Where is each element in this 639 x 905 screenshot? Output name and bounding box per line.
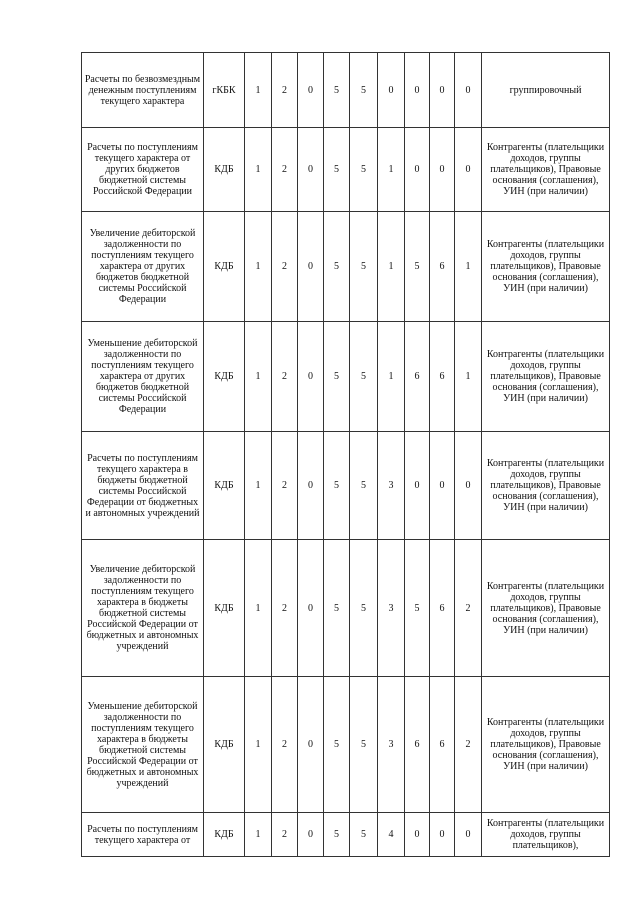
digit-cell: 0 xyxy=(298,212,324,322)
digit-cell: 0 xyxy=(455,432,482,540)
account-name-cell: Уменьшение дебиторской задолженности по поступлениям текущего характера в бюджеты бюджетной системы Российской Федерации от бюджетных и автономных учреждений xyxy=(82,677,204,813)
digit-cell: 2 xyxy=(272,432,298,540)
digit-cell: 1 xyxy=(245,813,272,857)
analytics-cell: Контрагенты (плательщики доходов, группы плательщиков), Правовые основания (соглашения), УИН (при наличии) xyxy=(482,322,610,432)
digit-cell: 2 xyxy=(272,53,298,128)
digit-cell: 5 xyxy=(350,432,378,540)
digit-cell: 0 xyxy=(298,53,324,128)
digit-cell: 1 xyxy=(455,322,482,432)
digit-cell: 1 xyxy=(245,540,272,677)
digit-cell: 5 xyxy=(324,432,350,540)
table-row xyxy=(82,53,610,128)
digit-cell: 5 xyxy=(350,322,378,432)
digit-cell: 0 xyxy=(298,540,324,677)
digit-cell: 5 xyxy=(350,540,378,677)
digit-cell: 1 xyxy=(245,212,272,322)
digit-cell: 5 xyxy=(350,677,378,813)
digit-cell: 6 xyxy=(430,540,455,677)
digit-cell: 5 xyxy=(324,813,350,857)
digit-cell: 2 xyxy=(272,322,298,432)
code-type-cell: КДБ xyxy=(204,128,245,212)
digit-cell: 0 xyxy=(430,813,455,857)
digit-cell: 2 xyxy=(272,540,298,677)
digit-cell: 5 xyxy=(350,53,378,128)
account-name-cell: Увеличение дебиторской задолженности по поступлениям текущего характера в бюджеты бюджетной системы Российской Федерации от бюджетных и автономных учреждений xyxy=(82,540,204,677)
digit-cell: 1 xyxy=(378,128,405,212)
digit-cell: 0 xyxy=(298,128,324,212)
table-row xyxy=(82,677,610,813)
digit-cell: 3 xyxy=(378,540,405,677)
digit-cell: 0 xyxy=(430,128,455,212)
digit-cell: 6 xyxy=(430,677,455,813)
digit-cell: 0 xyxy=(405,53,430,128)
digit-cell: 2 xyxy=(272,813,298,857)
digit-cell: 0 xyxy=(298,813,324,857)
code-type-cell: КДБ xyxy=(204,540,245,677)
digit-cell: 1 xyxy=(245,677,272,813)
analytics-cell: Контрагенты (плательщики доходов, группы плательщиков), Правовые основания (соглашения), УИН (при наличии) xyxy=(482,212,610,322)
table-row xyxy=(82,128,610,212)
digit-cell: 5 xyxy=(350,813,378,857)
digit-cell: 6 xyxy=(430,322,455,432)
account-name-cell: Расчеты по поступлениям текущего характера от других бюджетов бюджетной системы Российской Федерации xyxy=(82,128,204,212)
table-row xyxy=(82,813,610,857)
digit-cell: 0 xyxy=(405,432,430,540)
digit-cell: 2 xyxy=(455,677,482,813)
analytics-cell: Контрагенты (плательщики доходов, группы плательщиков), Правовые основания (соглашения), УИН (при наличии) xyxy=(482,677,610,813)
digit-cell: 5 xyxy=(324,212,350,322)
account-name-cell: Увеличение дебиторской задолженности по поступлениям текущего характера от других бюджетов бюджетной системы Российской Федерации xyxy=(82,212,204,322)
digit-cell: 2 xyxy=(455,540,482,677)
analytics-cell: группировочный xyxy=(482,53,610,128)
digit-cell: 5 xyxy=(350,212,378,322)
digit-cell: 5 xyxy=(324,540,350,677)
digit-cell: 0 xyxy=(430,432,455,540)
analytics-cell: Контрагенты (плательщики доходов, группы плательщиков), Правовые основания (соглашения), УИН (при наличии) xyxy=(482,128,610,212)
account-name-cell: Расчеты по поступлениям текущего характера в бюджеты бюджетной системы Российской Федерации от бюджетных и автономных учреждений xyxy=(82,432,204,540)
code-type-cell: КДБ xyxy=(204,432,245,540)
digit-cell: 0 xyxy=(298,677,324,813)
account-name-cell: Уменьшение дебиторской задолженности по поступлениям текущего характера от других бюджетов бюджетной системы Российской Федерации xyxy=(82,322,204,432)
digit-cell: 0 xyxy=(455,813,482,857)
table-row xyxy=(82,322,610,432)
table-body xyxy=(82,53,610,857)
digit-cell: 5 xyxy=(405,212,430,322)
digit-cell: 6 xyxy=(405,322,430,432)
table-row xyxy=(82,432,610,540)
digit-cell: 5 xyxy=(324,322,350,432)
analytics-cell: Контрагенты (плательщики доходов, группы плательщиков), Правовые основания (соглашения), УИН (при наличии) xyxy=(482,432,610,540)
code-type-cell: КДБ xyxy=(204,677,245,813)
digit-cell: 0 xyxy=(298,432,324,540)
code-type-cell: КДБ xyxy=(204,212,245,322)
digit-cell: 5 xyxy=(350,128,378,212)
analytics-cell: Контрагенты (плательщики доходов, группы плательщиков), Правовые основания (соглашения), УИН (при наличии) xyxy=(482,540,610,677)
digit-cell: 1 xyxy=(245,432,272,540)
digit-cell: 1 xyxy=(245,128,272,212)
digit-cell: 0 xyxy=(378,53,405,128)
digit-cell: 0 xyxy=(455,128,482,212)
code-type-cell: гКБК xyxy=(204,53,245,128)
digit-cell: 5 xyxy=(405,540,430,677)
digit-cell: 0 xyxy=(298,322,324,432)
digit-cell: 3 xyxy=(378,677,405,813)
digit-cell: 1 xyxy=(378,212,405,322)
code-type-cell: КДБ xyxy=(204,322,245,432)
digit-cell: 5 xyxy=(324,53,350,128)
table-row xyxy=(82,212,610,322)
digit-cell: 2 xyxy=(272,212,298,322)
digit-cell: 5 xyxy=(324,128,350,212)
digit-cell: 6 xyxy=(405,677,430,813)
digit-cell: 1 xyxy=(245,322,272,432)
digit-cell: 0 xyxy=(405,128,430,212)
digit-cell: 6 xyxy=(430,212,455,322)
digit-cell: 1 xyxy=(378,322,405,432)
table-row xyxy=(82,540,610,677)
digit-cell: 3 xyxy=(378,432,405,540)
digit-cell: 0 xyxy=(455,53,482,128)
code-type-cell: КДБ xyxy=(204,813,245,857)
account-name-cell: Расчеты по поступлениям текущего характера от xyxy=(82,813,204,857)
digit-cell: 1 xyxy=(455,212,482,322)
digit-cell: 2 xyxy=(272,128,298,212)
account-name-cell: Расчеты по безвозмездным денежным поступлениям текущего характера xyxy=(82,53,204,128)
analytics-cell: Контрагенты (плательщики доходов, группы плательщиков), xyxy=(482,813,610,857)
digit-cell: 5 xyxy=(324,677,350,813)
digit-cell: 4 xyxy=(378,813,405,857)
accounts-table xyxy=(81,52,610,857)
digit-cell: 0 xyxy=(430,53,455,128)
digit-cell: 2 xyxy=(272,677,298,813)
digit-cell: 1 xyxy=(245,53,272,128)
digit-cell: 0 xyxy=(405,813,430,857)
